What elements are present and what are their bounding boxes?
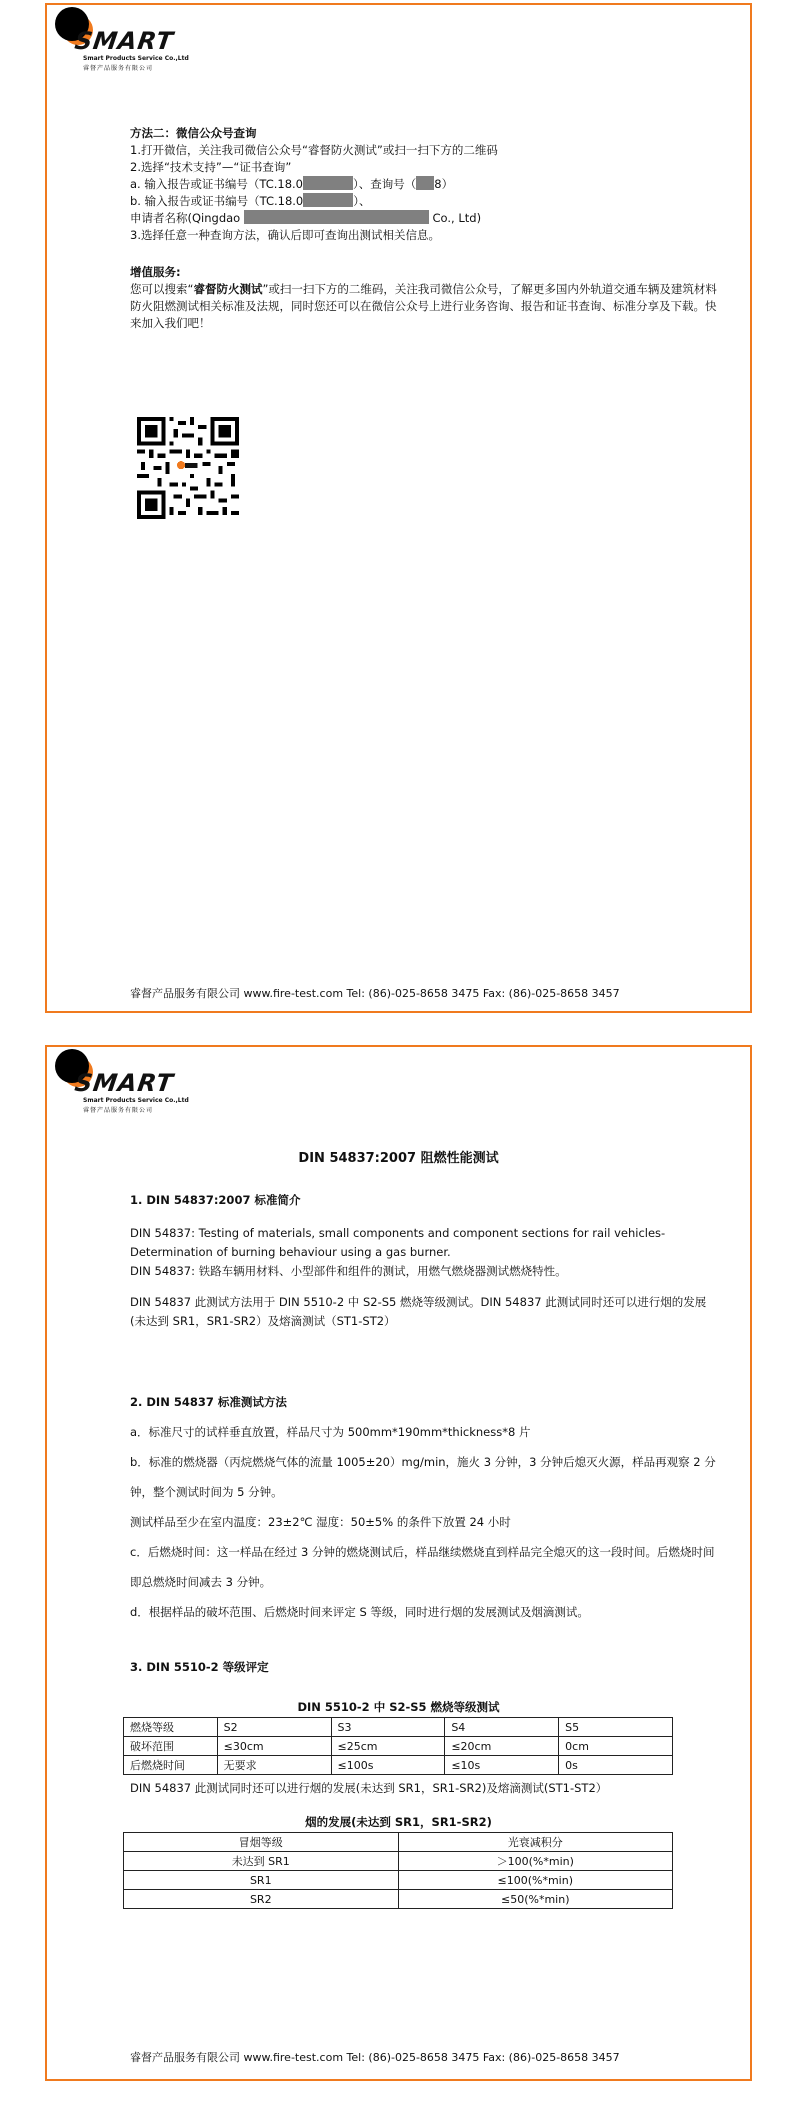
table-cell: ≤20cm bbox=[445, 1737, 559, 1756]
step-a-prefix: a. 输入报告或证书编号（TC.18.0 bbox=[130, 177, 303, 191]
table-cell: 破坏范围 bbox=[124, 1737, 218, 1756]
section-1-paragraph-scope: DIN 54837 此测试方法用于 DIN 5510-2 中 S2-S5 燃烧等级测试。DIN 54837 此测试同时还可以进行烟的发展(未达到 SR1，SR1-SR2）及熔滴测试（ST1-ST2） bbox=[130, 1295, 707, 1328]
applicant-suffix: Co., Ltd) bbox=[432, 211, 482, 225]
method-title: 方法二：微信公众号查询 bbox=[130, 126, 257, 140]
section-3-title: 3. DIN 5510-2 等级评定 bbox=[130, 1660, 269, 1674]
value-added-text bbox=[130, 281, 720, 332]
logo-wordmark: SMART bbox=[73, 1069, 176, 1097]
smart-logo bbox=[53, 7, 203, 71]
redaction-box bbox=[244, 210, 429, 224]
table-cell: 0cm bbox=[559, 1737, 673, 1756]
smart-logo bbox=[53, 1049, 203, 1113]
section-3 bbox=[130, 1659, 720, 1676]
step-a-suffix: 8） bbox=[434, 177, 454, 191]
method-step-a: a．标准尺寸的试样垂直放置，样品尺寸为 500mm*190mm*thickness*8 片 bbox=[130, 1425, 531, 1439]
logo-wordmark: SMART bbox=[73, 27, 176, 55]
table-row bbox=[124, 1852, 673, 1871]
section-1-paragraph-cn: DIN 54837: 铁路车辆用材料、小型部件和组件的测试，用燃气燃烧器测试燃烧特性。 bbox=[130, 1264, 567, 1278]
table-cell: S2 bbox=[217, 1718, 331, 1737]
method-step-c: c．后燃烧时间：这一样品在经过 3 分钟的燃烧测试后，样品继续燃烧直到样品完全熄灭的这一段时间。后燃烧时间即总燃烧时间减去 3 分钟。 bbox=[130, 1545, 715, 1589]
section-1 bbox=[130, 1191, 720, 1331]
logo-subtitle-cn: 睿督产品服务有限公司 bbox=[83, 1107, 154, 1114]
table-cell: 光衰减积分 bbox=[398, 1833, 673, 1852]
table-cell: ≤100(%*min) bbox=[398, 1871, 673, 1890]
redaction-box bbox=[303, 193, 353, 207]
table-1-caption: DIN 5510-2 中 S2-S5 燃烧等级测试 bbox=[297, 1700, 500, 1714]
table-cell: S3 bbox=[331, 1718, 445, 1737]
step-3: 3.选择任意一种查询方法，确认后即可查询出测试相关信息。 bbox=[130, 228, 440, 242]
table-cell: S4 bbox=[445, 1718, 559, 1737]
step-b-prefix: b. 输入报告或证书编号（TC.18.0 bbox=[130, 194, 304, 208]
step-1: 1.打开微信，关注我司微信公众号“睿督防火测试”或扫一扫下方的二维码 bbox=[130, 143, 498, 157]
table-cell: 无要求 bbox=[217, 1756, 331, 1775]
table-row bbox=[124, 1833, 673, 1852]
applicant-line bbox=[130, 210, 720, 227]
vas-text-end: ”或扫一扫下方的二维码，关注我司微信公众号，了解更多国内外轨道交通车辆及建筑材料防火阻燃测试相关标准及法规，同时您还可以在微信公众号上进行业务咨询、报告和证书查询、标准分享及下载。快来加入我们吧！ bbox=[130, 282, 717, 330]
table-row bbox=[124, 1890, 673, 1909]
table-cell: S5 bbox=[559, 1718, 673, 1737]
section-2 bbox=[130, 1387, 720, 1627]
table-cell: ＞100(%*min) bbox=[398, 1852, 673, 1871]
table-note: DIN 54837 此测试同时还可以进行烟的发展(未达到 SR1，SR1-SR2)及熔滴测试(ST1-ST2） bbox=[130, 1781, 608, 1795]
redaction-box bbox=[303, 176, 353, 190]
vas-text-start: 您可以搜索“ bbox=[130, 282, 194, 296]
method-step-d: d．根据样品的破坏范围、后燃烧时间来评定 S 等级，同时进行烟的发展测试及烟滴测试。 bbox=[130, 1605, 589, 1619]
applicant-prefix: 申请者名称(Qingdao bbox=[130, 211, 241, 225]
value-added-title: 增值服务: bbox=[130, 265, 181, 279]
step-a-middle: ）、查询号（ bbox=[353, 177, 417, 191]
table-row bbox=[124, 1718, 673, 1737]
step-b bbox=[130, 193, 720, 210]
page-footer: 睿督产品服务有限公司 www.fire-test.com Tel: (86)-025-8658 3475 Fax: (86)-025-8658 3457 bbox=[130, 987, 620, 1000]
document-page-1 bbox=[45, 3, 752, 1013]
table-row bbox=[124, 1871, 673, 1890]
section-1-title: 1. DIN 54837:2007 标准简介 bbox=[130, 1193, 301, 1207]
table-cell: ≤100s bbox=[331, 1756, 445, 1775]
redaction-box bbox=[416, 176, 434, 190]
document-page-2 bbox=[45, 1045, 752, 2081]
step-a bbox=[130, 176, 720, 193]
smoke-class-table bbox=[123, 1832, 673, 1909]
step-b-suffix: ）、 bbox=[353, 194, 371, 208]
table-row bbox=[124, 1756, 673, 1775]
burning-class-table bbox=[123, 1717, 673, 1775]
table-2-caption: 烟的发展(未达到 SR1，SR1-SR2) bbox=[305, 1815, 492, 1829]
wechat-qr-code bbox=[137, 417, 239, 519]
table-cell: 未达到 SR1 bbox=[124, 1852, 399, 1871]
table-cell: ≤50(%*min) bbox=[398, 1890, 673, 1909]
table-cell: 冒烟等级 bbox=[124, 1833, 399, 1852]
table-cell: 0s bbox=[559, 1756, 673, 1775]
page-title: DIN 54837:2007 阻燃性能测试 bbox=[298, 1151, 499, 1166]
section-1-paragraph-en: DIN 54837: Testing of materials, small components and component sections for rail vehicles-Determination of burning behaviour using a gas burner. bbox=[130, 1226, 666, 1259]
table-cell: ≤30cm bbox=[217, 1737, 331, 1756]
table-cell: SR2 bbox=[124, 1890, 399, 1909]
method-section bbox=[130, 125, 720, 332]
section-2-title: 2. DIN 54837 标准测试方法 bbox=[130, 1395, 287, 1409]
conditioning-line: 测试样品至少在室内温度：23±2℃ 湿度：50±5% 的条件下放置 24 小时 bbox=[130, 1515, 511, 1529]
logo-subtitle-en: Smart Products Service Co.,Ltd bbox=[83, 1097, 189, 1104]
logo-subtitle-cn: 睿督产品服务有限公司 bbox=[83, 65, 154, 72]
page-footer: 睿督产品服务有限公司 www.fire-test.com Tel: (86)-025-8658 3475 Fax: (86)-025-8658 3457 bbox=[130, 2051, 620, 2064]
method-step-b: b．标准的燃烧器（丙烷燃烧气体的流量 1005±20）mg/min，施火 3 分钟，3 分钟后熄灭火源，样品再观察 2 分钟，整个测试时间为 5 分钟。 bbox=[130, 1455, 716, 1499]
table-cell: SR1 bbox=[124, 1871, 399, 1890]
step-2: 2.选择“技术支持”—“证书查询” bbox=[130, 160, 292, 174]
table-cell: ≤25cm bbox=[331, 1737, 445, 1756]
table-cell: ≤10s bbox=[445, 1756, 559, 1775]
table-cell: 燃烧等级 bbox=[124, 1718, 218, 1737]
logo-subtitle-en: Smart Products Service Co.,Ltd bbox=[83, 55, 189, 62]
table-cell: 后燃烧时间 bbox=[124, 1756, 218, 1775]
vas-text-bold: 睿督防火测试 bbox=[193, 282, 263, 296]
table-row bbox=[124, 1737, 673, 1756]
